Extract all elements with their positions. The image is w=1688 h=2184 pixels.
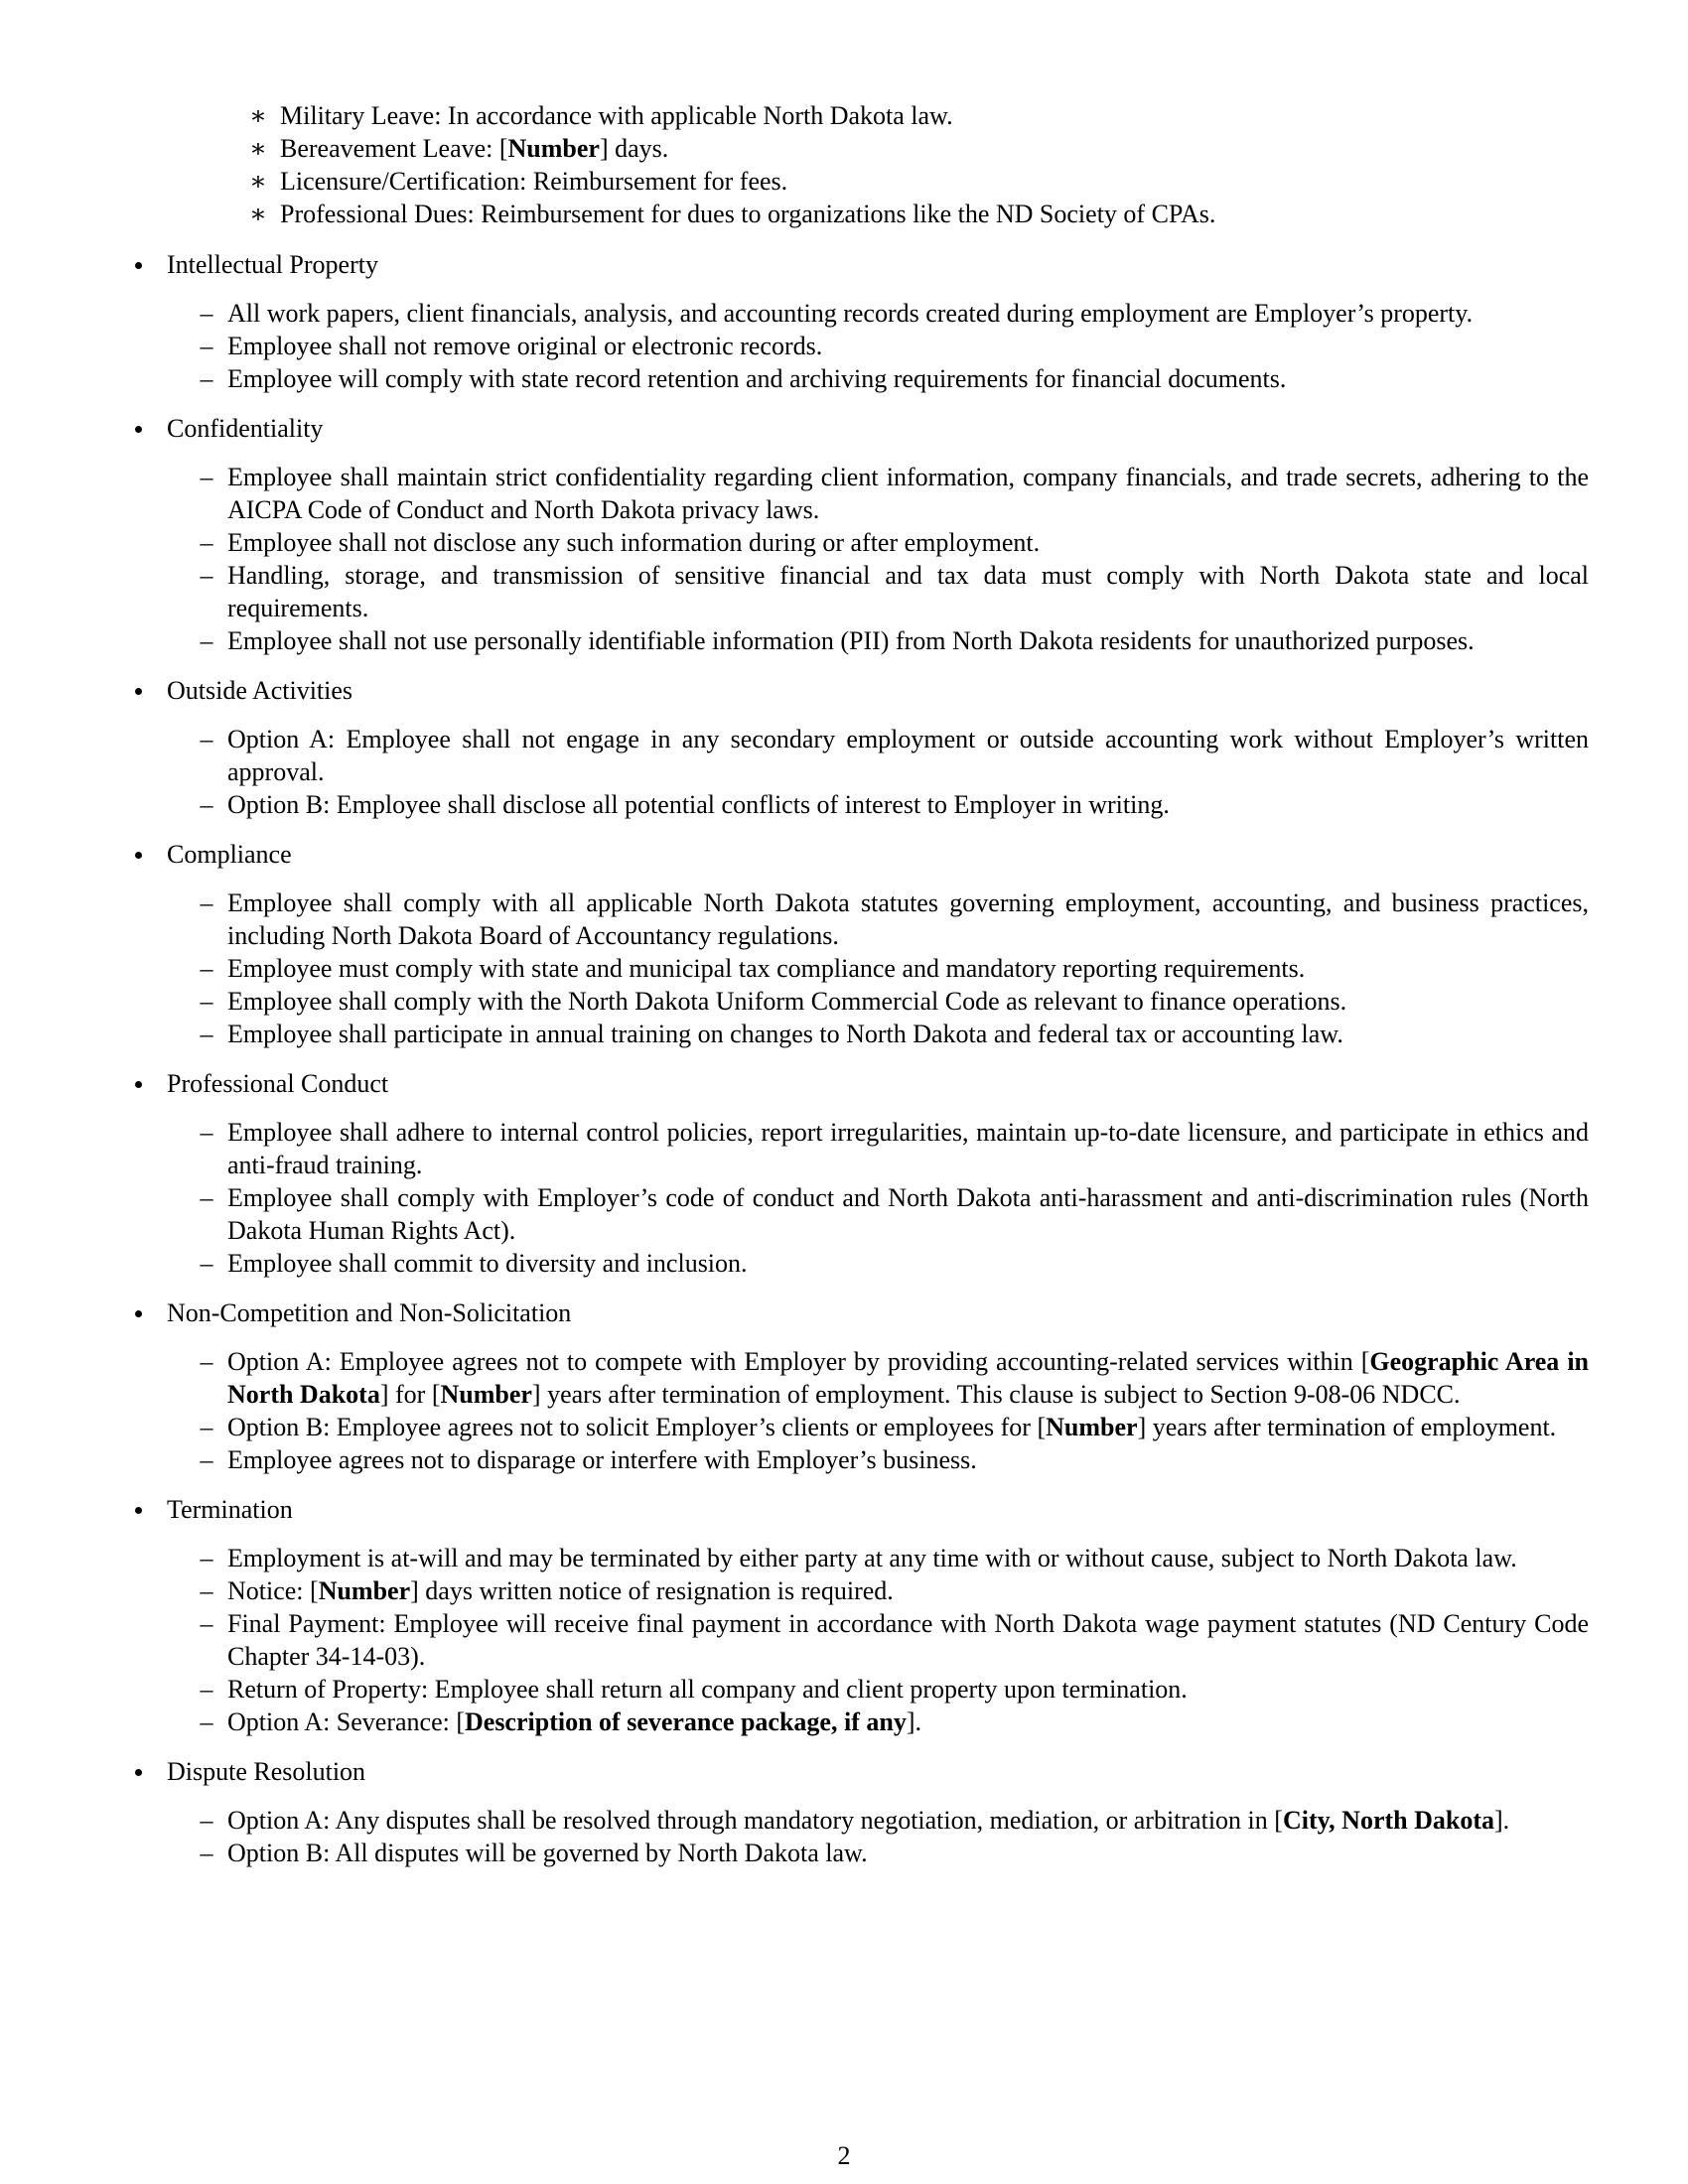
text-run: Option B: All disputes will be governed by North Dakota law. <box>227 1839 868 1867</box>
text-run: Employee shall not use personally identifiable information (PII) from North Dakota residents for unauthorized purposes. <box>227 626 1475 655</box>
text-run: Option A: Employee shall not engage in any secondary employment or outside accounting work without Employer’s written approval. <box>227 725 1589 786</box>
section-title: Intellectual Property <box>167 250 378 279</box>
dash-marker: – <box>200 725 213 753</box>
section-compliance <box>129 838 1589 1050</box>
dash-marker: – <box>200 1249 213 1278</box>
bullet-icon <box>135 262 142 269</box>
dash-marker: – <box>200 954 213 983</box>
clause-item <box>167 1018 1589 1050</box>
section-title: Compliance <box>167 840 292 869</box>
bullet-icon <box>135 688 142 695</box>
dash-marker: – <box>200 463 213 491</box>
text-run: Option A: Any disputes shall be resolved through mandatory negotiation, mediation, or arbitration in [ <box>227 1806 1283 1835</box>
section-dispute-resolution <box>129 1755 1589 1869</box>
text-run: Employee shall not remove original or electronic records. <box>227 332 823 360</box>
dash-marker: – <box>200 1839 213 1867</box>
leave-item <box>248 132 1589 165</box>
text-run: ] days written notice of resignation is required. <box>410 1576 894 1605</box>
clause-item <box>167 1804 1589 1837</box>
text-run: Employee shall maintain strict confidentiality regarding client information, company financials, and trade secrets, adhering to the AICPA Code of Conduct and North Dakota privacy laws. <box>227 463 1589 524</box>
clause-item <box>167 952 1589 985</box>
section-non-competition-and-non-solicitation <box>129 1297 1589 1476</box>
section-title: Outside Activities <box>167 676 353 705</box>
text-run: Military Leave: In accordance with applicable North Dakota law. <box>280 101 953 130</box>
text-run: Professional Dues: Reimbursement for dues to organizations like the ND Society of CPAs. <box>280 200 1216 228</box>
bullet-icon <box>135 1081 142 1088</box>
section-title: Non-Competition and Non-Solicitation <box>167 1298 572 1327</box>
text-run: Employee shall participate in annual training on changes to North Dakota and federal tax or accounting law. <box>227 1020 1343 1048</box>
clause-item <box>167 1837 1589 1869</box>
clause-item <box>167 1542 1589 1574</box>
text-run: Employee shall commit to diversity and inclusion. <box>227 1249 748 1278</box>
clause-item <box>167 788 1589 821</box>
text-run: Bereavement Leave: [ <box>280 134 508 163</box>
section-title: Dispute Resolution <box>167 1757 366 1786</box>
leave-item <box>248 198 1589 230</box>
dash-marker: – <box>200 1675 213 1704</box>
leave-item <box>248 165 1589 198</box>
text-run: Employee agrees not to disparage or interfere with Employer’s business. <box>227 1445 977 1474</box>
text-run: Employee shall comply with Employer’s code of conduct and North Dakota anti-harassment and anti-discrimination rules (North Dakota Human Rights Act). <box>227 1183 1589 1245</box>
clause-item <box>167 461 1589 526</box>
dash-marker: – <box>200 561 213 590</box>
section-confidentiality <box>129 412 1589 657</box>
dash-marker: – <box>200 528 213 557</box>
dash-marker: – <box>200 1413 213 1441</box>
section-items <box>167 297 1589 395</box>
text-run: Return of Property: Employee shall return all company and client property upon termination. <box>227 1675 1188 1704</box>
clause-item <box>167 297 1589 330</box>
text-run: Employment is at-will and may be terminated by either party at any time with or without cause, subject to North Dakota law. <box>227 1544 1517 1572</box>
dash-marker: – <box>200 1347 213 1376</box>
text-run: Employee shall adhere to internal control policies, report irregularities, maintain up-to-date licensure, and participate in ethics and anti-fraud training. <box>227 1118 1589 1179</box>
section-items <box>167 1345 1589 1476</box>
dash-marker: – <box>200 1707 213 1736</box>
placeholder-field: Number <box>1046 1413 1138 1441</box>
continued-leave-list <box>248 99 1589 230</box>
placeholder-field: Number <box>318 1576 411 1605</box>
clause-item <box>167 1411 1589 1443</box>
bullet-icon <box>135 1507 142 1514</box>
text-run: Final Payment: Employee will receive final payment in accordance with North Dakota wage payment statutes (ND Century Code Chapter 34-14-03). <box>227 1609 1589 1671</box>
section-professional-conduct <box>129 1067 1589 1280</box>
clause-item <box>167 330 1589 362</box>
dash-marker: – <box>200 299 213 328</box>
dash-marker: – <box>200 1609 213 1638</box>
clause-item <box>167 526 1589 559</box>
dash-marker: – <box>200 1118 213 1147</box>
text-run: Employee must comply with state and municipal tax compliance and mandatory reporting requirements. <box>227 954 1306 983</box>
section-items <box>167 461 1589 657</box>
dash-marker: – <box>200 987 213 1016</box>
text-run: Employee shall comply with all applicable North Dakota statutes governing employment, accounting, and business practices, including North Dakota Board of Accountancy regulations. <box>227 888 1589 950</box>
section-items <box>167 887 1589 1050</box>
asterisk-marker: ∗ <box>249 167 267 196</box>
clause-item <box>167 1181 1589 1247</box>
bullet-icon <box>135 1310 142 1317</box>
leave-item <box>248 99 1589 132</box>
section-title: Professional Conduct <box>167 1069 389 1098</box>
text-run: All work papers, client financials, analysis, and accounting records created during employment are Employer’s property. <box>227 299 1474 328</box>
clause-item <box>167 1443 1589 1476</box>
page-number: 2 <box>837 2141 851 2170</box>
section-items <box>167 1804 1589 1869</box>
dash-marker: – <box>200 1576 213 1605</box>
text-run: ] years after termination of employment. This clause is subject to Section 9-08-06 NDCC. <box>531 1380 1461 1409</box>
text-run: Employee shall not disclose any such information during or after employment. <box>227 528 1041 557</box>
text-run: ]. <box>1494 1806 1510 1835</box>
section-outside-activities <box>129 674 1589 821</box>
clause-item <box>167 1345 1589 1411</box>
text-run: Option A: Severance: [ <box>227 1707 465 1736</box>
text-run: Licensure/Certification: Reimbursement for fees. <box>280 167 788 196</box>
dash-marker: – <box>200 626 213 655</box>
clause-item <box>167 624 1589 657</box>
bullet-icon <box>135 1769 142 1776</box>
clause-item <box>167 1706 1589 1738</box>
clause-item <box>167 723 1589 788</box>
asterisk-marker: ∗ <box>249 134 267 163</box>
contract-sections <box>129 248 1589 1886</box>
clause-item <box>167 1673 1589 1706</box>
text-run: ]. <box>906 1707 921 1736</box>
clause-item <box>167 1116 1589 1181</box>
section-title: Termination <box>167 1495 293 1524</box>
clause-item <box>167 1247 1589 1280</box>
placeholder-field: Description of severance package, if any <box>465 1707 907 1736</box>
section-items <box>167 1542 1589 1738</box>
dash-marker: – <box>200 790 213 819</box>
dash-marker: – <box>200 1445 213 1474</box>
dash-marker: – <box>200 1806 213 1835</box>
clause-item <box>167 1607 1589 1673</box>
clause-item <box>167 985 1589 1018</box>
asterisk-marker: ∗ <box>249 101 267 130</box>
asterisk-marker: ∗ <box>249 200 267 228</box>
clause-item <box>167 1574 1589 1607</box>
clause-item <box>167 362 1589 395</box>
text-run: Employee will comply with state record retention and archiving requirements for financial documents. <box>227 364 1287 393</box>
dash-marker: – <box>200 1544 213 1572</box>
placeholder-field: Number <box>440 1380 532 1409</box>
text-run: Option B: Employee shall disclose all potential conflicts of interest to Employer in writing. <box>227 790 1170 819</box>
dash-marker: – <box>200 888 213 917</box>
text-run: Handling, storage, and transmission of sensitive financial and tax data must comply with North Dakota state and local requirements. <box>227 561 1589 622</box>
text-run: ] for [ <box>379 1380 441 1409</box>
section-intellectual-property <box>129 248 1589 395</box>
section-items <box>167 1116 1589 1280</box>
placeholder-field: Geographic Area in North Dakota <box>227 1347 1589 1409</box>
dash-marker: – <box>200 1183 213 1212</box>
dash-marker: – <box>200 332 213 360</box>
clause-item <box>167 559 1589 624</box>
bullet-icon <box>135 426 142 433</box>
clause-item <box>167 887 1589 952</box>
section-title: Confidentiality <box>167 414 324 443</box>
text-run: Option A: Employee agrees not to compete with Employer by providing accounting-related services within [ <box>227 1347 1370 1376</box>
text-run: ] days. <box>599 134 669 163</box>
text-run: Employee shall comply with the North Dakota Uniform Commercial Code as relevant to finance operations. <box>227 987 1347 1016</box>
section-items <box>167 723 1589 821</box>
section-termination <box>129 1493 1589 1738</box>
dash-marker: – <box>200 1020 213 1048</box>
text-run: Notice: [ <box>227 1576 319 1605</box>
placeholder-field: Number <box>507 134 600 163</box>
placeholder-field: City, North Dakota <box>1282 1806 1494 1835</box>
text-run: Option B: Employee agrees not to solicit Employer’s clients or employees for [ <box>227 1413 1047 1441</box>
bullet-icon <box>135 852 142 859</box>
text-run: ] years after termination of employment. <box>1137 1413 1557 1441</box>
dash-marker: – <box>200 364 213 393</box>
